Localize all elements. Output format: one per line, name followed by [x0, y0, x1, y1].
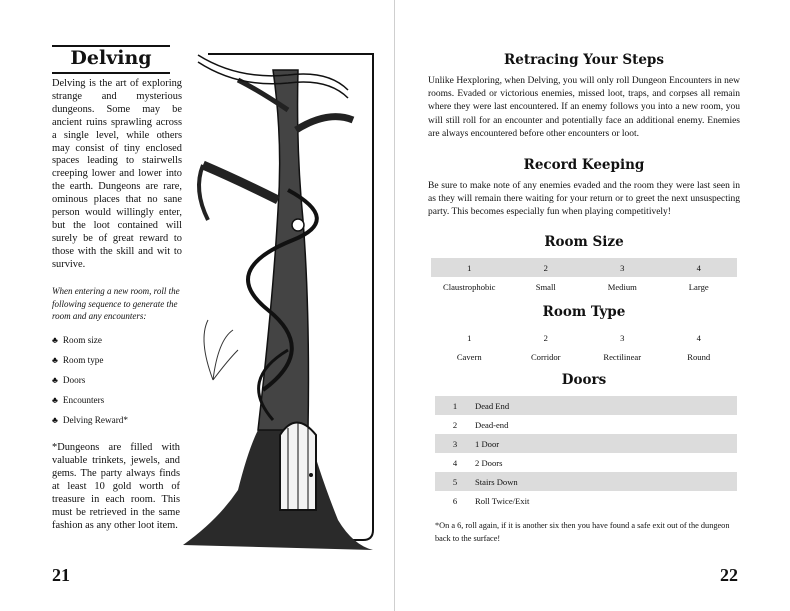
title-rule-bottom [52, 72, 170, 74]
intro-paragraph: Delving is the art of exploring strange and mysterious dungeons. Some may be ancient ruins sprawling across a single level, while others may consist of tiny enclosed spaces leading to stairwells creeping lower and lower into the earth. Dungeons are rare, ominous places that no sane person would willingly enter, but the loot contained will surely be of great reward to those with the skill and wit to survive. [52, 78, 182, 270]
table-row: 6 Roll Twice/Exit [452, 495, 530, 506]
list-item: ♣ Doors [52, 375, 86, 385]
table-row: Cavern Corridor Rectilinear Round [456, 351, 711, 362]
table-row: 1 2 3 4 [431, 258, 737, 277]
doors-footnote: *On a 6, roll again, if it is another six then you have found a safe exit out of the dungeon back to the surface! [435, 521, 730, 543]
club-icon: ♣ [52, 335, 58, 345]
tree-illustration [178, 50, 378, 555]
room-size-heading: Room Size [544, 234, 624, 250]
record-paragraph: Be sure to make note of any enemies evaded and the room they were last seen in as they will remain there waiting for your return or to greet the next unsuspecting party. This becomes especially fun when playing competitively! [428, 181, 740, 218]
table-row: 4 2 Doors [452, 457, 503, 468]
retracing-heading: Retracing Your Steps [504, 52, 664, 68]
chapter-title: Delving [70, 47, 152, 69]
retracing-paragraph: Unlike Hexploring, when Delving, you will only roll Dungeon Encounters in new rooms. Evaded or victorious enemies, missed loot, traps, and corpses all remain where they were last encountered. If an enemy follows you into a new room, you will still roll for an encounter and potentially face an additional enemy. Enemies are always encountered before other encounters or loot. [428, 76, 740, 139]
page-number-left: 21 [52, 565, 70, 585]
table-row: 3 1 Door [435, 434, 737, 453]
list-item: ♣ Delving Reward* [52, 415, 128, 425]
sequence-list [52, 330, 187, 430]
page-number-right: 22 [720, 565, 738, 585]
instruction-paragraph: When entering a new room, roll the following sequence to generate the room and any encounters: [52, 286, 180, 321]
doors-heading: Doors [561, 372, 607, 388]
treasure-note: *Dungeons are filled with valuable trinkets, jewels, and gems. The party always finds at least 10 gold worth of treasure in each room. This must be retrieved in the same fashion as any other loot item. [52, 442, 180, 531]
table-row: 2 Dead-end [452, 419, 509, 430]
club-icon: ♣ [52, 395, 58, 405]
table-row: 1 Dead End [435, 396, 737, 415]
record-heading: Record Keeping [523, 157, 645, 173]
room-size-table [431, 258, 737, 296]
table-row: Claustrophobic Small Medium Large [442, 281, 709, 292]
list-item: ♣ Room type [52, 355, 104, 365]
list-item: ♣ Room size [52, 335, 102, 345]
list-item: ♣ Encounters [52, 395, 105, 405]
club-icon: ♣ [52, 375, 58, 385]
table-row: 1 2 3 4 [467, 332, 701, 343]
right-page [395, 0, 790, 611]
club-icon: ♣ [52, 355, 58, 365]
club-icon: ♣ [52, 415, 58, 425]
room-type-table [431, 328, 737, 366]
table-row: 5 Stairs Down [435, 472, 737, 491]
room-type-heading: Room Type [542, 304, 626, 320]
doors-table [435, 396, 737, 510]
